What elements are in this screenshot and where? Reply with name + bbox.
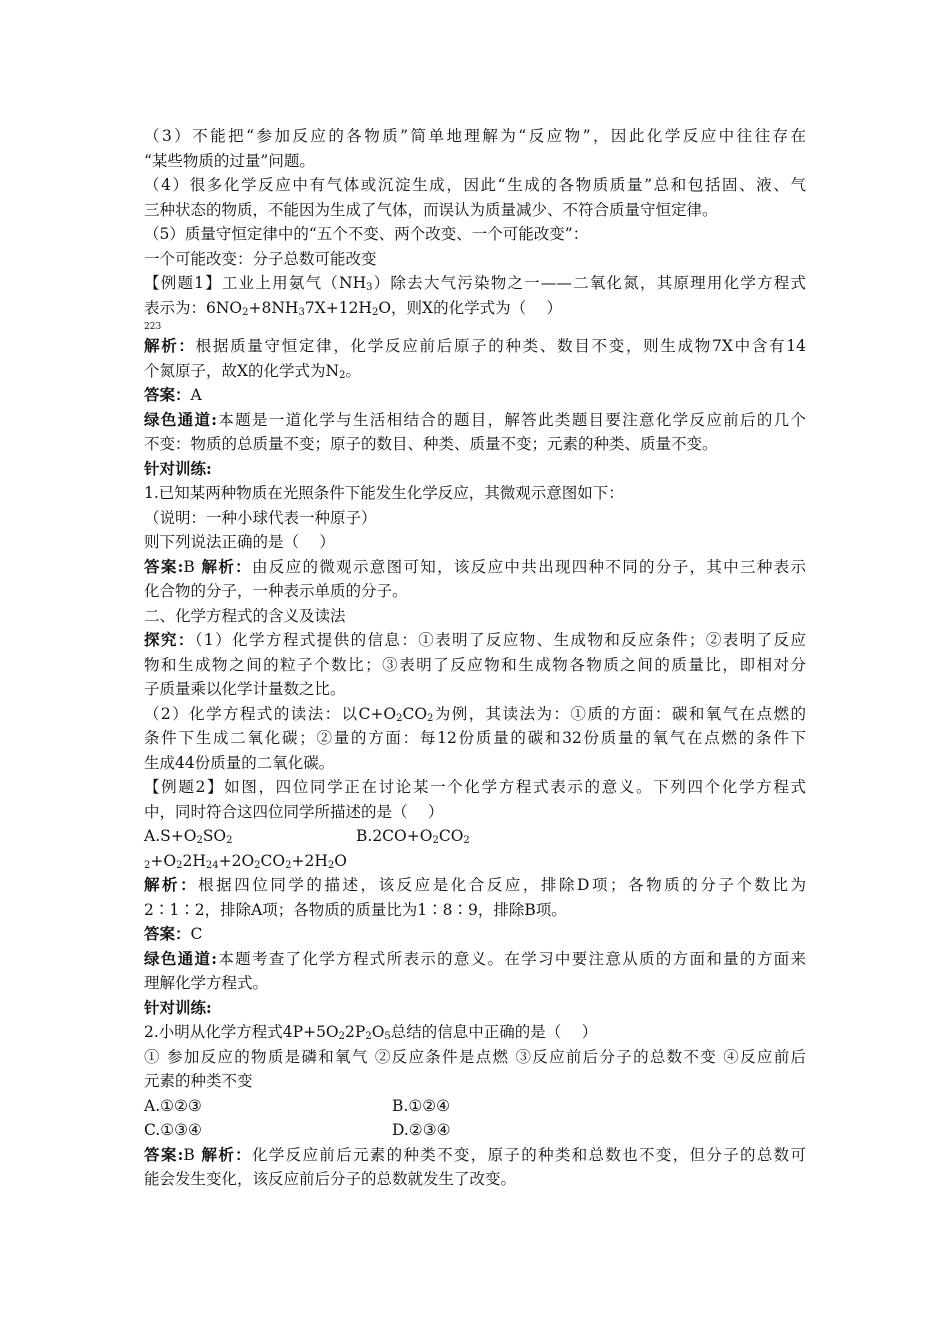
answer-2-line: 答案：C (144, 924, 203, 943)
option-a: $A.S+O_2SO_2$ (144, 827, 233, 846)
question-2-items-line: 元素的种类不变 (144, 1072, 253, 1090)
question-2-options-cd (144, 1118, 806, 1143)
analysis-1-line: 个氮原子，故X的化学式为$N_2$。 (144, 361, 361, 381)
analysis-2-line: 2∶1∶2，排除A项；各物质的质量比为1∶8∶9，排除B项。 (144, 900, 567, 919)
option-a: A.①②③ (144, 1096, 202, 1115)
analysis-2-line: 解析：根据四位同学的描述，该反应是化合反应，排除D项；各物质的分子个数比为 (144, 875, 806, 894)
example-1-equation-line: 表示为：$6NO_2+8NH_37X+12H_2O$，则X的化学式为（ ） (144, 298, 562, 318)
example-2-line: 中，同时符合这四位同学所描述的是（ ） (144, 802, 444, 821)
reading-line: 条件下生成二氧化碳；②量的方面：每12份质量的碳和32份质量的氧气在点燃的条件下 (144, 729, 806, 747)
green-tip-2-line: 理解化学方程式。 (144, 974, 269, 992)
example-2-options-ab (144, 824, 806, 849)
example-1-line: 【例题1】工业上用氨气$(NH_3)$除去大气污染物之一——二氧化氮，其原理用化学方程式 (144, 274, 806, 293)
question-2-items-line: ① 参加反应的物质是磷和氧气 ②反应条件是点燃 ③反应前后分子的总数不变 ④反应前后 (144, 1047, 806, 1066)
small-annotation: 223 (144, 322, 162, 332)
question-1-ask: 则下列说法正确的是（ ） (144, 533, 335, 551)
green-tip-2-line: 绿色通道:本题考查了化学方程式所表示的意义。在学习中要注意从质的方面和量的方面来 (144, 948, 806, 968)
question-2-options-ab (144, 1094, 806, 1119)
paragraph-line: 三种状态的物质，不能因为生成了气体，而误认为质量减少、不符合质量守恒定律。 (144, 200, 718, 219)
option-b: B.①②④ (392, 1096, 451, 1115)
explore-line: 子质量乘以化学计量数之比。 (144, 680, 346, 698)
option-b: $B.2CO+O_2CO_2$ (356, 827, 470, 846)
answer-1-line: 答案：A (144, 385, 202, 404)
explore-line: 物和生成物之间的粒子个数比；③表明了反应物和生成物各物质之间的质量比，即相对分 (144, 655, 806, 674)
reading-line: （2）化学方程式的读法：以$C+O_2CO_2$为例，其读法为：①质的方面：碳和氧气在点燃的 (144, 704, 806, 724)
option-d: D.②③④ (392, 1121, 451, 1139)
example-2-line: 【例题2】如图，四位同学正在讨论某一个化学方程式表示的意义。下列四个化学方程式 (144, 778, 806, 796)
section-2-heading: 二、化学方程式的含义及读法 (144, 606, 346, 625)
question-1-answer-line: 化合物的分子，一种表示单质的分子。 (144, 582, 408, 600)
document-body (144, 124, 806, 1192)
green-tip-1-line: 不变：物质的总质量不变；原子的数目、种类、质量不变；元素的种类、质量不变。 (144, 435, 718, 453)
option-c: C.①③④ (144, 1121, 202, 1139)
question-2-answer-line: 答案:B 解析：化学反应前后元素的种类不变，原子的种类和总数也不变，但分子的总数可 (144, 1144, 806, 1164)
paragraph-line: “某些物质的过量”问题。 (144, 151, 315, 170)
training-2-heading: 针对训练: (144, 997, 212, 1017)
green-tip-1-line: 绿色通道:本题是一道化学与生活相结合的题目，解答此类题目要注意化学反应前后的几个 (144, 409, 806, 429)
paragraph-line: （3）不能把“参加反应的各物质”简单地理解为“反应物”，因此化学反应中往往存在 (144, 127, 806, 145)
question-1-answer-line: 答案:B 解析：由反应的微观示意图可知，该反应中共出现四种不同的分子，其中三种表示 (144, 556, 806, 576)
paragraph-line: 一个可能改变：分子总数可能改变 (144, 249, 377, 268)
question-1-line: 1.已知某两种物质在光照条件下能发生化学反应，其微观示意图如下： (144, 484, 624, 502)
training-1-heading: 针对训练: (144, 458, 212, 478)
paragraph-line: （4）很多化学反应中有气体或沉淀生成，因此“生成的各物质质量”总和包括固、液、气 (144, 176, 806, 194)
reading-line: 生成44份质量的二氧化碳。 (144, 753, 335, 772)
question-2-line: 2.小明从化学方程式$4P+5O_22P_2O_5$总结的信息中正确的是（ ） (144, 1023, 598, 1042)
paragraph-line: （5）质量守恒定律中的“五个不变、两个改变、一个可能改变”： (144, 225, 589, 243)
question-1-note: （说明：一种小球代表一种原子） (144, 508, 377, 527)
explore-line: 探究：（1）化学方程式提供的信息：①表明了反应物、生成物和反应条件；②表明了反应 (144, 630, 806, 649)
analysis-1-line: 解析：根据质量守恒定律，化学反应前后原子的种类、数目不变，则生成物7X中含有14 (144, 336, 806, 355)
example-2-options-cd: $_2+O_22H_{24}+2O_2CO_2+2H_2O$ (144, 851, 347, 871)
question-2-answer-line: 能会发生变化，该反应前后分子的总数就发生了改变。 (144, 1170, 517, 1188)
